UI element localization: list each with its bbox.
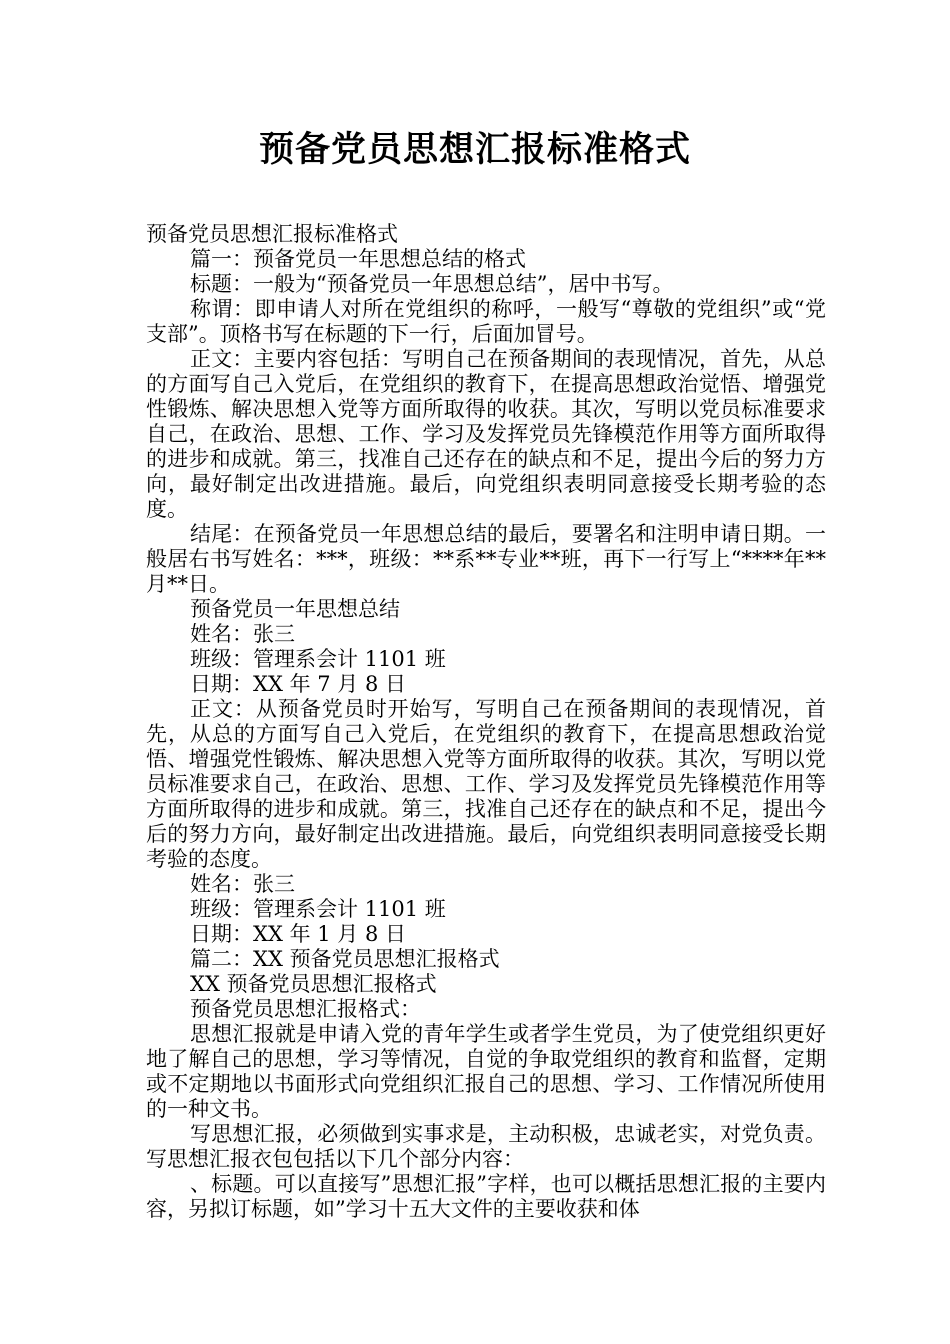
paragraph: 班级：管理系会计 1101 班 <box>190 647 446 671</box>
paragraph: 日期：XX 年 1 月 8 日 <box>190 922 406 946</box>
paragraph: 、标题。可以直接写”思想汇报”字样，也可以概括思想汇报的主要内容，另拟订标题，如”学习十五大文件的主要收获和体 <box>146 1172 826 1221</box>
paragraph: 篇二：XX 预备党员思想汇报格式 <box>190 947 500 971</box>
paragraph: 姓名：张三 <box>190 872 295 896</box>
paragraph: 正文：主要内容包括：写明自己在预备期间的表现情况，首先，从总的方面写自己入党后，在党组织的教育下，在提高思想政治觉悟、增强党性锻炼、解决思想入党等方面所取得的收获。其次，写明以党员标准要求自己，在政治、思想、工作、学习及发挥党员先锋模范作用等方面所取得的进步和成就。第三，找准自己还存在的缺点和不足，提出今后的努力方向，最好制定出改进措施。最后，向党组织表明同意接受长期考验的态度。 <box>146 347 826 521</box>
document-title: 预备党员思想汇报标准格式 <box>258 130 691 170</box>
document-body <box>146 222 826 1222</box>
paragraph: 姓名：张三 <box>190 622 295 646</box>
paragraph: XX 预备党员思想汇报格式 <box>190 972 437 996</box>
paragraph: 预备党员一年思想总结 <box>190 597 400 621</box>
paragraph: 思想汇报就是申请入党的青年学生或者学生党员，为了使党组织更好地了解自己的思想，学习等情况，自觉的争取党组织的教育和监督，定期或不定期地以书面形式向党组织汇报自己的思想、学习、工作情况所使用的一种文书。 <box>146 1022 826 1121</box>
paragraph: 篇一：预备党员一年思想总结的格式 <box>190 247 526 271</box>
paragraph: 结尾：在预备党员一年思想总结的最后，要署名和注明申请日期。一般居右书写姓名：***，班级：**系**专业**班，再下一行写上“****年**月**日。 <box>146 522 826 596</box>
paragraph: 预备党员思想汇报格式： <box>190 997 421 1021</box>
paragraph: 标题：一般为“预备党员一年思想总结”，居中书写。 <box>190 272 674 296</box>
paragraph: 称谓：即申请人对所在党组织的称呼，一般写“尊敬的党组织”或“党支部”。顶格书写在标题的下一行，后面加冒号。 <box>146 297 826 346</box>
paragraph: 班级：管理系会计 1101 班 <box>190 897 446 921</box>
paragraph: 写思想汇报，必须做到实事求是，主动积极，忠诚老实，对党负责。写思想汇报衣包包括以下几个部分内容： <box>146 1122 826 1171</box>
paragraph: 日期：XX 年 7 月 8 日 <box>190 672 406 696</box>
paragraph: 正文：从预备党员时开始写，写明自己在预备期间的表现情况，首先，从总的方面写自己入党后，在党组织的教育下，在提高思想政治觉悟、增强党性锻炼、解决思想入党等方面所取得的收获。其次，写明以党员标准要求自己，在政治、思想、工作、学习及发挥党员先锋模范作用等方面所取得的进步和成就。第三，找准自己还存在的缺点和不足，提出今后的努力方向，最好制定出改进措施。最后，向党组织表明同意接受长期考验的态度。 <box>146 697 826 871</box>
paragraph: 预备党员思想汇报标准格式 <box>146 222 398 246</box>
